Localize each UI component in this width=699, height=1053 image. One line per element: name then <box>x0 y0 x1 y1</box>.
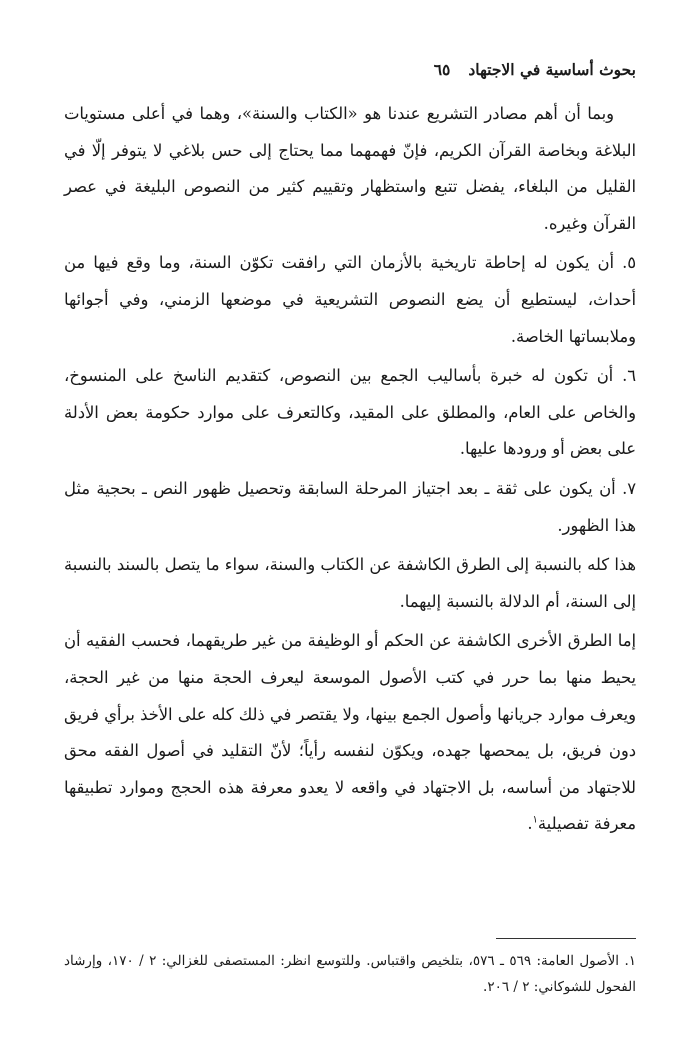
page-number: ٦٥ <box>433 60 451 79</box>
list-item-5: ٥. أن يكون له إحاطة تاريخية بالأزمان التي رافقت تكوّن السنة، وما وقع فيها من أحداث، ليستطيع أن يضع النصوص التشريعية في موضعها الزمني، وفي أجوائها وملابساتها الخاصة. <box>64 253 636 346</box>
body-text <box>64 96 636 843</box>
running-header <box>64 60 636 90</box>
paragraph-last-text: إما الطرق الأخرى الكاشفة عن الحكم أو الوظيفة من غير طريقهما، فحسب الفقيه أن يحيط منها بما حرر في كتب الأصول الموسعة ليعرف الحجة منها من غير الحجة، ويعرف موارد جريانها وأصول الجمع بينها، ولا يقتصر في ذلك كله على الأخذ برأي فريق دون فريق، بل يمحصها جهده، ويكوّن لنفسه رأياً؛ لأنّ التقليد في أصول الفقه محق للاجتهاد من أساسه، بل الاجتهاد في واقعه لا يعدو معرفة هذه الحجج وموارد تطبيقها معرفة تفصيلية <box>64 631 636 834</box>
footnote: ١. الأصول العامة: ٥٦٩ ـ ٥٧٦، بتلخيص واقتباس. وللتوسع انظر: المستصفى للغزالي: ٢ / ١٧٠، وإرشاد الفحول للشوكاني: ٢ / ٢٠٦. <box>64 953 636 995</box>
list-item-6: ٦. أن تكون له خبرة بأساليب الجمع بين النصوص، كتقديم الناسخ على المنسوخ، والخاص على العام، والمطلق على المقيد، وكالتعرف على موارد حكومة بعض الأدلة على بعض أو ورودها عليها. <box>64 366 636 459</box>
list-item-7: ٧. أن يكون على ثقة ـ بعد اجتياز المرحلة السابقة وتحصيل ظهور النص ـ بحجية مثل هذا الظهور. <box>64 478 636 535</box>
footnote-marker: ١ <box>532 814 538 826</box>
header-title: بحوث أساسية في الاجتهاد <box>468 60 636 79</box>
document-page <box>64 60 636 846</box>
footnotes <box>64 948 636 1000</box>
paragraph-last-period: . <box>527 814 533 834</box>
paragraph: هذا كله بالنسبة إلى الطرق الكاشفة عن الكتاب والسنة، سواء ما يتصل بالسند بالنسبة إلى السنة، أم الدلالة بالنسبة إليهما. <box>64 555 636 611</box>
paragraph-last <box>64 623 636 843</box>
footnote-separator <box>496 938 636 939</box>
paragraph: وبما أن أهم مصادر التشريع عندنا هو «الكتاب والسنة»، وهما في أعلى مستويات البلاغة وبخاصة القرآن الكريم، فإنّ فهمهما مما يحتاج إلى حس بلاغي لا يتوفر إلّا في القليل من البلغاء، يفضل تتبع واستظهار وتقييم كثير من النصوص البليغة في عصر القرآن وغيره. <box>64 104 636 233</box>
